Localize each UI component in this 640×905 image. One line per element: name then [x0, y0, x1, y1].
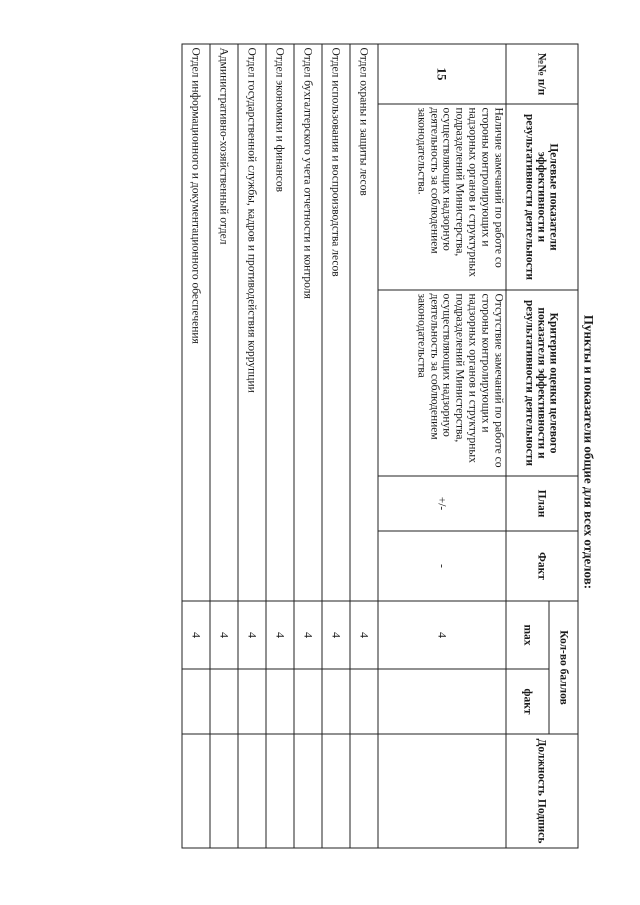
- header-criteria: Критерии оценки целевого показателя эффективности и результативности деятельности: [506, 290, 578, 476]
- header-points-max: max: [506, 601, 549, 669]
- header-points: Кол-во баллов: [549, 601, 578, 734]
- dept-max: 4: [238, 601, 266, 669]
- dept-name: Отдел охраны и защиты лесов: [350, 44, 378, 601]
- dept-row: [210, 44, 238, 848]
- dept-name: Отдел бухгалтерского учета отчетности и контроля: [294, 44, 322, 601]
- header-num: №№ п/п: [506, 44, 578, 104]
- dept-row: [238, 44, 266, 848]
- dept-name: Административно-хозяйственный отдел: [210, 44, 238, 601]
- dept-fact: [266, 669, 294, 734]
- header-indicator: Целевые показатели эффективности и результативности деятельности: [506, 104, 578, 290]
- dept-fact: [182, 669, 210, 734]
- page-title: Пункты и показатели общие для всех отделов:: [581, 314, 596, 590]
- dept-fact: [350, 669, 378, 734]
- dept-max: 4: [294, 601, 322, 669]
- dept-max: 4: [182, 601, 210, 669]
- row15-plan: +/-: [378, 476, 506, 531]
- row15-num: 15: [378, 44, 506, 104]
- rotated-page: [40, 20, 600, 885]
- dept-fact: [210, 669, 238, 734]
- dept-max: 4: [322, 601, 350, 669]
- dept-name: Отдел информационного и документационного обеспечения: [182, 44, 210, 601]
- row15-fact: -: [378, 531, 506, 601]
- table-row-15: [378, 44, 506, 848]
- header-plan: План: [506, 476, 578, 531]
- row15-criteria: Отсутствие замечаний по работе со стороны контролирующих и надзорных органов и структурных подразделений Министерства, осуществляющих надзорную деятельность за соблюдением законодательства: [378, 290, 506, 476]
- dept-fact: [238, 669, 266, 734]
- dept-position: [238, 734, 266, 848]
- dept-position: [350, 734, 378, 848]
- dept-position: [182, 734, 210, 848]
- dept-name: Отдел экономики и финансов: [266, 44, 294, 601]
- row15-indicator: Наличие замечаний по работе со стороны контролирующих и надзорных органов и структурных подразделений Министерства, осуществляющих надзорную деятельность за соблюдением законодательства.: [378, 104, 506, 290]
- dept-position: [322, 734, 350, 848]
- dept-fact: [322, 669, 350, 734]
- row15-max: 4: [378, 601, 506, 669]
- dept-row: [266, 44, 294, 848]
- dept-max: 4: [266, 601, 294, 669]
- dept-row: [294, 44, 322, 848]
- header-position: Должность Подпись: [506, 734, 578, 848]
- dept-row: [182, 44, 210, 848]
- dept-position: [210, 734, 238, 848]
- header-points-fact: факт: [506, 669, 549, 734]
- dept-position: [294, 734, 322, 848]
- row15-points-fact: [378, 669, 506, 734]
- dept-position: [266, 734, 294, 848]
- row15-position: [378, 734, 506, 848]
- dept-name: Отдел использования и воспроизводства лесов: [322, 44, 350, 601]
- dept-name: Отдел государственной службы, кадров и противодействия коррупции: [238, 44, 266, 601]
- dept-max: 4: [210, 601, 238, 669]
- indicators-table: [181, 44, 578, 849]
- dept-row: [350, 44, 378, 848]
- header-fact: Факт: [506, 531, 578, 601]
- dept-fact: [294, 669, 322, 734]
- dept-row: [322, 44, 350, 848]
- dept-max: 4: [350, 601, 378, 669]
- header-row-1: [549, 44, 578, 848]
